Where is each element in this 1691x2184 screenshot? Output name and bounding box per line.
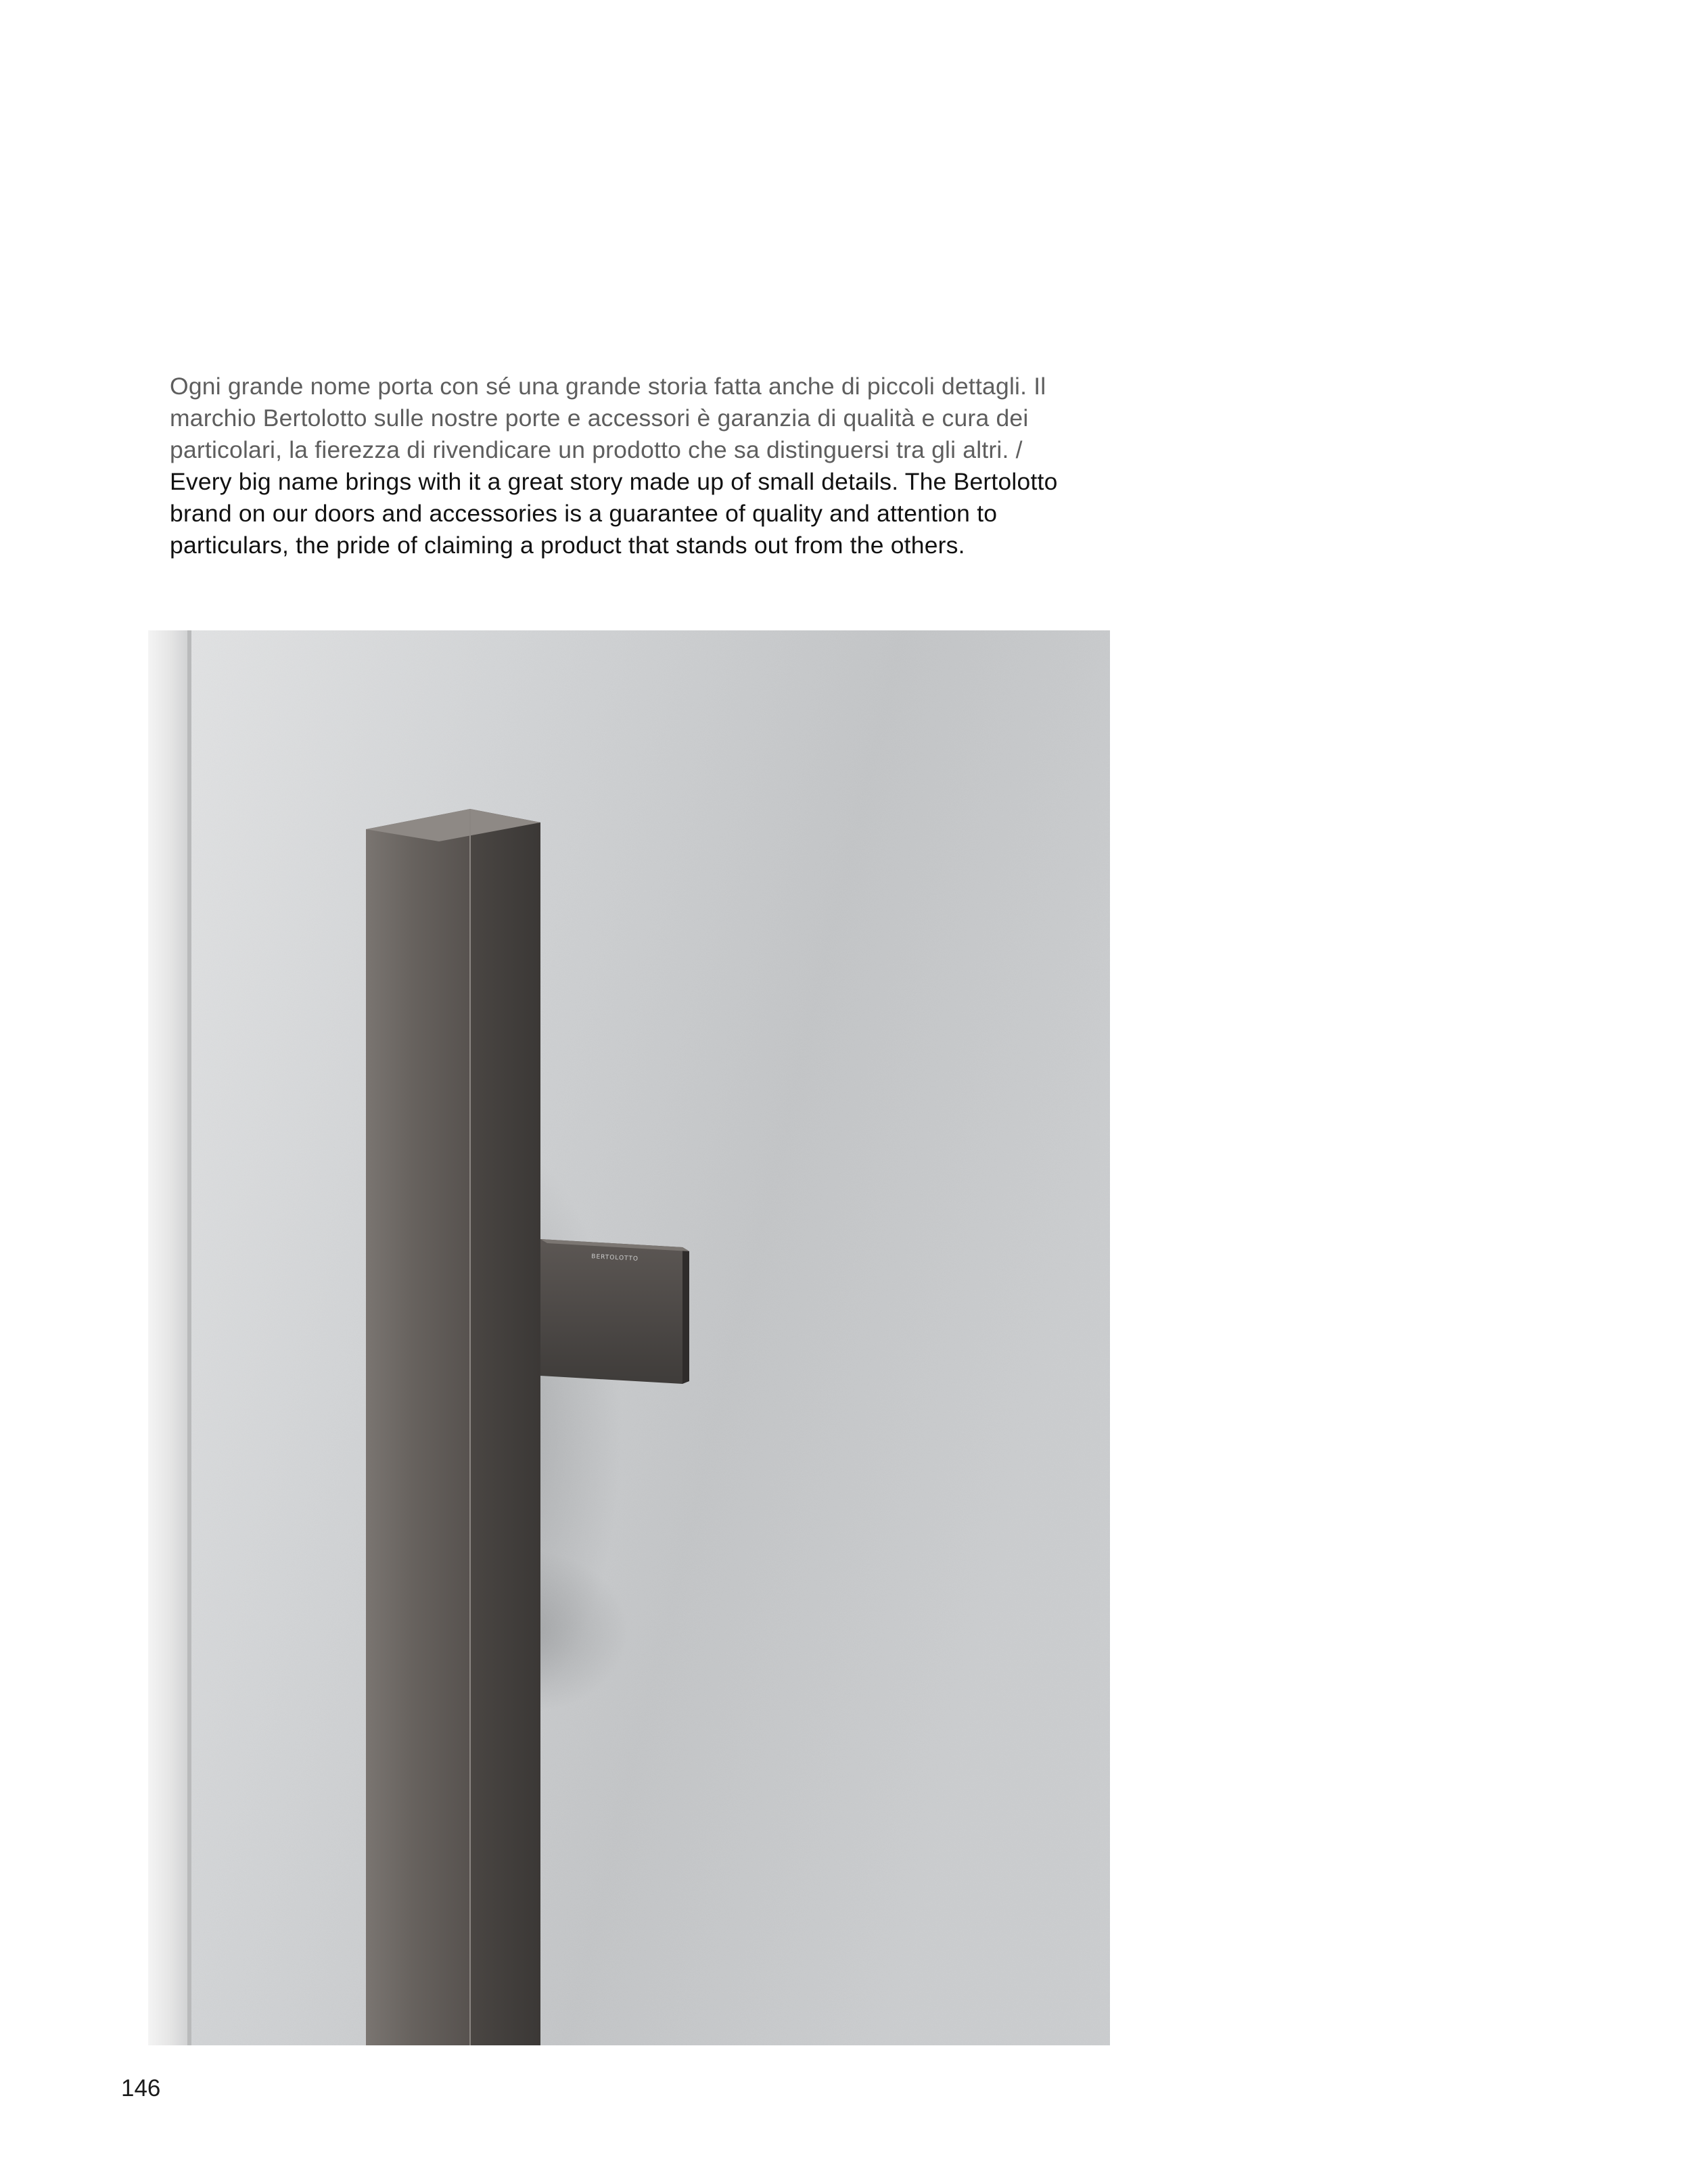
door-frame bbox=[148, 630, 190, 2045]
intro-text-english: Every big name brings with it a great story made up of small details. The Bertolotto brand on our doors and accessories is a guarantee of quality and attention to particulars, the pride of claiming a product that stands out from the others. bbox=[170, 468, 1058, 559]
handle-mounting-arm bbox=[540, 1239, 689, 1384]
intro-separator: / bbox=[1009, 436, 1023, 463]
door-pull-handle bbox=[366, 809, 540, 2045]
door-handle-photo bbox=[148, 630, 1110, 2045]
intro-paragraph bbox=[170, 371, 1063, 561]
intro-text-italian: Ogni grande nome porta con sé una grande storia fatta anche di piccoli dettagli. Il marchio Bertolotto sulle nostre porte e accessori è garanzia di qualità e cura dei particolari, la fierezza di rivendicare un prodotto che sa distinguersi tra gli altri. bbox=[170, 373, 1046, 463]
door-handle-illustration bbox=[148, 630, 1110, 2045]
page-number: 146 bbox=[121, 2075, 161, 2101]
brand-engraving: BERTOLOTTO bbox=[591, 1253, 639, 1263]
